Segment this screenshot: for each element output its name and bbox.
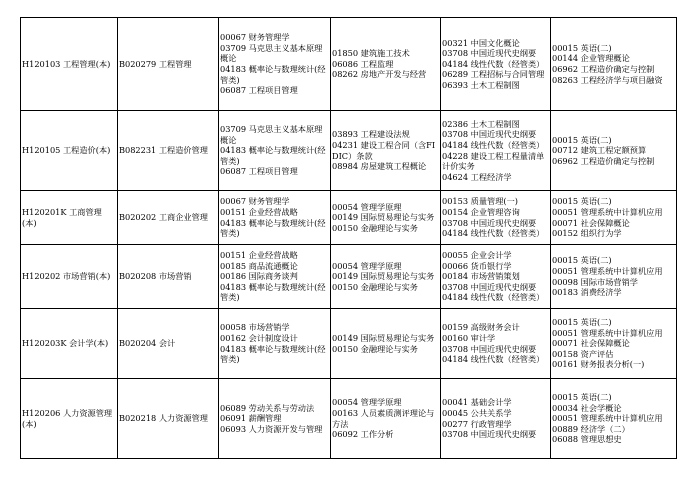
course-entry: 00186 国际商务谈判 xyxy=(220,271,298,282)
course-entry: 03893 工程建设法规 xyxy=(332,129,410,140)
specialty-code-cell xyxy=(118,111,219,191)
course-entry: 00712 建筑工程定额预算 xyxy=(552,145,647,156)
specialty-code: B020204 会计 xyxy=(119,338,176,349)
course-table-body xyxy=(21,18,677,459)
course-entry: 03708 中国近现代史纲要 xyxy=(442,129,537,140)
course-entry: 03708 中国近现代史纲要 xyxy=(442,429,537,440)
table-row xyxy=(21,111,677,191)
course-entry: 04183 概率论与数理统计(经管类) xyxy=(220,145,326,166)
course-entry: 04624 工程经济学 xyxy=(442,171,512,182)
specialty-code-cell xyxy=(118,309,219,379)
major-name: H120206 人力资源管理(本) xyxy=(22,407,113,429)
table-row xyxy=(21,245,677,309)
course-group-1-cell xyxy=(219,191,331,245)
course-entry: 00098 国际市场营销学 xyxy=(552,276,638,287)
course-entry: 06089 劳动关系与劳动法 xyxy=(220,402,315,413)
course-entry: 03708 中国近现代史纲要 xyxy=(442,281,537,292)
specialty-code: B082231 工程造价管理 xyxy=(119,145,208,156)
table-row xyxy=(21,379,677,459)
major-name: H120201K 工商管理(本) xyxy=(22,206,102,228)
course-entry: 00151 企业经营战略 xyxy=(220,250,298,261)
course-entry: 00066 货币银行学 xyxy=(442,260,512,271)
course-group-1-cell xyxy=(219,111,331,191)
course-group-4-cell xyxy=(551,18,677,111)
course-group-2-cell xyxy=(331,309,441,379)
course-entry: 00161 财务报表分析(一) xyxy=(552,359,645,370)
course-entry: 00150 金融理论与实务 xyxy=(332,281,418,292)
course-entry: 06087 工程项目管理 xyxy=(220,166,298,177)
specialty-code-cell xyxy=(118,379,219,459)
course-entry: 00071 社会保障概论 xyxy=(552,338,630,349)
major-cell xyxy=(21,379,118,459)
course-entry: 00034 社会学概论 xyxy=(552,402,622,413)
course-group-3-cell xyxy=(441,309,551,379)
course-entry: 04184 线性代数（经管类） xyxy=(442,292,545,303)
course-group-1-cell xyxy=(219,18,331,111)
course-entry: 00184 市场营销策划 xyxy=(442,271,520,282)
specialty-code-cell xyxy=(118,18,219,111)
course-entry: 06962 工程造价确定与控制 xyxy=(552,155,655,166)
course-entry: 06093 人力资源开发与管理 xyxy=(220,423,323,434)
course-entry: 00163 人员素质测评理论与方法 xyxy=(332,407,435,429)
course-group-1-cell xyxy=(219,379,331,459)
course-entry: 00015 英语(二) xyxy=(552,255,612,266)
course-entry: 00054 管理学原理 xyxy=(332,201,402,212)
course-entry: 06092 工作分析 xyxy=(332,429,394,440)
course-entry: 00151 企业经营战略 xyxy=(220,206,298,217)
course-entry: 06289 工程招标与合同管理 xyxy=(442,69,545,80)
course-group-4-cell xyxy=(551,245,677,309)
course-entry: 00015 英语(二) xyxy=(552,196,612,207)
course-entry: 00149 国际贸易理论与实务 xyxy=(332,271,435,282)
table-row xyxy=(21,18,677,111)
major-cell xyxy=(21,245,118,309)
course-group-3-cell xyxy=(441,191,551,245)
course-entry: 00889 经济学（二） xyxy=(552,423,630,434)
course-entry: 03709 马克思主义基本原理概论 xyxy=(220,42,323,64)
course-entry: 04231 建设工程合同（含FIDIC）条款 xyxy=(332,139,436,161)
course-entry: 06962 工程造价确定与控制 xyxy=(552,64,655,74)
course-entry: 00159 高级财务会计 xyxy=(442,322,520,333)
course-entry: 00051 管理系统中计算机应用 xyxy=(552,327,663,338)
course-entry: 00071 社会保障概论 xyxy=(552,217,630,228)
course-group-2-cell xyxy=(331,379,441,459)
course-entry: 00051 管理系统中计算机应用 xyxy=(552,413,663,424)
course-entry: 00045 公共关系学 xyxy=(442,407,512,418)
course-entry: 06088 管理思想史 xyxy=(552,434,622,445)
course-table xyxy=(20,17,677,459)
course-entry: 00152 组织行为学 xyxy=(552,228,622,239)
major-name: H120202 市场营销(本) xyxy=(22,271,111,282)
course-entry: 00183 消费经济学 xyxy=(552,287,622,298)
specialty-code-cell xyxy=(118,191,219,245)
course-entry: 00015 英语(二) xyxy=(552,42,612,53)
course-entry: 00015 英语(二) xyxy=(552,134,612,145)
course-entry: 04183 概率论与数理统计(经管类) xyxy=(220,343,326,365)
course-group-2-cell xyxy=(331,245,441,309)
course-entry: 00054 管理学原理 xyxy=(332,397,402,408)
course-entry: 04183 概率论与数理统计(经管类) xyxy=(220,281,326,303)
course-entry: 04184 线性代数（经管类） xyxy=(442,58,545,69)
course-group-2-cell xyxy=(331,191,441,245)
course-entry: 01850 建筑施工技术 xyxy=(332,48,410,59)
course-entry: 00150 金融理论与实务 xyxy=(332,343,418,354)
course-entry: 00158 资产评估 xyxy=(552,348,614,359)
table-row xyxy=(21,191,677,245)
course-group-3-cell xyxy=(441,111,551,191)
course-entry: 02386 土木工程制图 xyxy=(442,118,520,129)
major-name: H120203K 会计学(本) xyxy=(22,338,109,349)
course-group-1-cell xyxy=(219,245,331,309)
course-entry: 04183 概率论与数理统计(经管类) xyxy=(220,64,326,85)
course-entry: 00041 基础会计学 xyxy=(442,397,512,408)
course-group-4-cell xyxy=(551,379,677,459)
course-entry: 00160 审计学 xyxy=(442,332,496,343)
course-entry: 04184 线性代数（经管类） xyxy=(442,139,545,150)
course-group-3-cell xyxy=(441,245,551,309)
course-entry: 06086 工程监理 xyxy=(332,58,394,69)
specialty-code-cell xyxy=(118,245,219,309)
specialty-code: B020218 人力资源管理 xyxy=(119,413,208,424)
course-entry: 03708 中国近现代史纲要 xyxy=(442,217,537,228)
course-group-3-cell xyxy=(441,379,551,459)
course-entry: 00149 国际贸易理论与实务 xyxy=(332,332,435,343)
course-entry: 00055 企业会计学 xyxy=(442,250,512,261)
course-entry: 03708 中国近现代史纲要 xyxy=(442,343,537,354)
course-entry: 00150 金融理论与实务 xyxy=(332,222,418,233)
major-cell xyxy=(21,309,118,379)
course-entry: 00067 财务管理学 xyxy=(220,196,290,207)
course-entry: 00144 企业管理概论 xyxy=(552,53,630,64)
course-group-4-cell xyxy=(551,111,677,191)
course-group-4-cell xyxy=(551,309,677,379)
course-entry: 04183 概率论与数理统计(经管类) xyxy=(220,217,326,239)
course-entry: 08263 工程经济学与项目融资 xyxy=(552,74,663,85)
course-entry: 06087 工程项目管理 xyxy=(220,85,298,96)
course-entry: 00149 国际贸易理论与实务 xyxy=(332,212,435,223)
course-entry: 04184 线性代数（经管类） xyxy=(442,228,545,239)
course-entry: 06091 薪酬管理 xyxy=(220,413,282,424)
course-entry: 00058 市场营销学 xyxy=(220,322,290,333)
course-group-1-cell xyxy=(219,309,331,379)
course-entry: 00162 会计制度设计 xyxy=(220,332,298,343)
course-entry: 06393 土木工程制图 xyxy=(442,79,520,90)
course-entry: 03708 中国近现代史纲要 xyxy=(442,48,537,59)
course-entry: 08262 房地产开发与经营 xyxy=(332,69,427,80)
major-name: H120103 工程管理(本) xyxy=(22,58,111,69)
course-group-2-cell xyxy=(331,18,441,111)
course-entry: 00051 管理系统中计算机应用 xyxy=(552,265,663,276)
course-group-4-cell xyxy=(551,191,677,245)
course-entry: 08984 房屋建筑工程概论 xyxy=(332,161,427,172)
course-group-2-cell xyxy=(331,111,441,191)
course-entry: 00015 英语(二) xyxy=(552,392,612,403)
course-entry: 00051 管理系统中计算机应用 xyxy=(552,206,663,217)
major-cell xyxy=(21,191,118,245)
course-entry: 04184 线性代数（经管类） xyxy=(442,354,545,365)
table-row xyxy=(21,309,677,379)
specialty-code: B020208 市场营销 xyxy=(119,271,192,282)
course-entry: 00054 管理学原理 xyxy=(332,260,402,271)
specialty-code: B020279 工程管理 xyxy=(119,58,192,69)
course-entry: 00153 质量管理(一) xyxy=(442,196,518,207)
major-cell xyxy=(21,18,118,111)
specialty-code: B020202 工商企业管理 xyxy=(119,212,208,223)
course-entry: 00067 财务管理学 xyxy=(220,32,290,43)
course-entry: 03709 马克思主义基本原理概论 xyxy=(220,124,323,145)
course-entry: 00154 企业管理咨询 xyxy=(442,206,520,217)
major-cell xyxy=(21,111,118,191)
course-group-3-cell xyxy=(441,18,551,111)
major-name: H120105 工程造价(本) xyxy=(22,145,111,156)
course-entry: 00185 商品流通概论 xyxy=(220,260,298,271)
course-entry: 00015 英语(二) xyxy=(552,317,612,328)
course-entry: 04228 建设工程工程量清单计价实务 xyxy=(442,150,545,172)
course-entry: 00321 中国文化概论 xyxy=(442,37,520,48)
course-entry: 00277 行政管理学 xyxy=(442,418,512,429)
